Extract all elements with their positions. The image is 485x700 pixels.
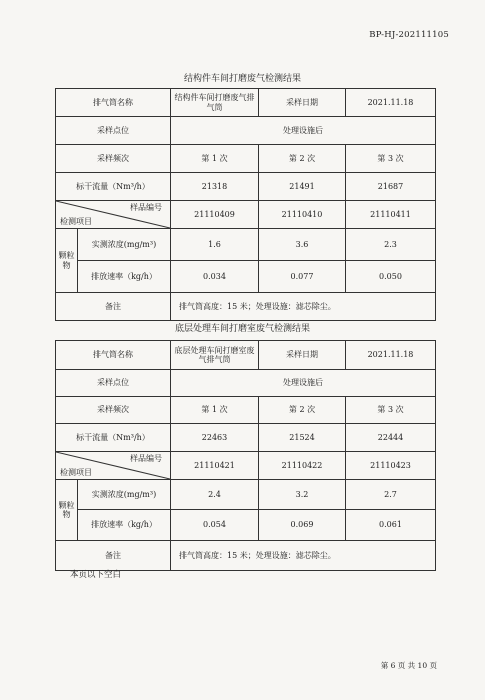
concentration-3: 2.7 — [346, 480, 436, 510]
frequency-2: 第 2 次 — [259, 145, 346, 173]
sample-id-3: 21110411 — [346, 201, 436, 229]
sampling-point-value: 处理设施后 — [171, 117, 436, 145]
item-label: 检测项目 — [60, 467, 92, 477]
sampling-date-label: 采样日期 — [259, 89, 346, 117]
remark-value: 排气筒高度：15 米；处理设施：滤芯除尘。 — [171, 541, 436, 571]
stack-name-value: 底层处理车间打磨室废气排气筒 — [171, 341, 259, 370]
concentration-label: 实测浓度(mg/m³) — [78, 480, 171, 510]
emission-rate-label: 排放速率（kg/h） — [78, 261, 171, 293]
document-number: BP-HJ-202111105 — [369, 30, 449, 40]
stack-name-label: 排气筒名称 — [56, 89, 171, 117]
sample-id-1: 21110409 — [171, 201, 259, 229]
concentration-2: 3.6 — [259, 229, 346, 261]
sampling-date-value: 2021.11.18 — [346, 341, 436, 370]
sampling-date-label: 采样日期 — [259, 341, 346, 370]
pollutant-label: 颗粒物 — [56, 229, 78, 293]
table-2-title: 底层处理车间打磨室废气检测结果 — [174, 324, 310, 334]
flow-1: 21318 — [171, 173, 259, 201]
stack-name-value: 结构件车间打磨废气排气筒 — [171, 89, 259, 117]
remark-label: 备注 — [56, 293, 171, 321]
flow-3: 21687 — [346, 173, 436, 201]
frequency-3: 第 3 次 — [346, 397, 436, 424]
flow-label: 标干流量（Nm³/h） — [56, 173, 171, 201]
frequency-3: 第 3 次 — [346, 145, 436, 173]
page-number: 第 6 页 共 10 页 — [380, 661, 437, 670]
sample-id-2: 21110422 — [259, 452, 346, 480]
emission-rate-3: 0.050 — [346, 261, 436, 293]
sample-id-3: 21110423 — [346, 452, 436, 480]
blank-below-note: 本页以下空白 — [70, 570, 122, 580]
sampling-point-label: 采样点位 — [56, 370, 171, 397]
emission-rate-label: 排放速率（kg/h） — [78, 510, 171, 541]
concentration-3: 2.3 — [346, 229, 436, 261]
sample-id-label: 样品编号 — [130, 203, 162, 212]
remark-label: 备注 — [56, 541, 171, 571]
flow-2: 21524 — [259, 424, 346, 452]
flow-2: 21491 — [259, 173, 346, 201]
pollutant-label: 颗粒物 — [56, 480, 78, 541]
frequency-label: 采样频次 — [56, 145, 171, 173]
concentration-1: 2.4 — [171, 480, 259, 510]
concentration-label: 实测浓度(mg/m³) — [78, 229, 171, 261]
stack-name-label: 排气筒名称 — [56, 341, 171, 370]
emission-rate-2: 0.077 — [259, 261, 346, 293]
frequency-1: 第 1 次 — [171, 397, 259, 424]
emission-rate-2: 0.069 — [259, 510, 346, 541]
sample-id-label: 样品编号 — [130, 454, 162, 463]
concentration-2: 3.2 — [259, 480, 346, 510]
remark-value: 排气筒高度：15 米；处理设施：滤芯除尘。 — [171, 293, 436, 321]
sampling-point-label: 采样点位 — [56, 117, 171, 145]
table-1-title: 结构件车间打磨废气检测结果 — [183, 74, 301, 84]
emission-rate-3: 0.061 — [346, 510, 436, 541]
sample-id-2: 21110410 — [259, 201, 346, 229]
flow-1: 22463 — [171, 424, 259, 452]
item-label: 检测项目 — [60, 216, 92, 226]
diagonal-header-cell — [56, 201, 171, 229]
sampling-point-value: 处理设施后 — [171, 370, 436, 397]
frequency-label: 采样频次 — [56, 397, 171, 424]
sampling-date-value: 2021.11.18 — [346, 89, 436, 117]
flow-label: 标干流量（Nm³/h） — [56, 424, 171, 452]
emission-rate-1: 0.034 — [171, 261, 259, 293]
diagonal-header-cell — [56, 452, 171, 480]
emission-rate-1: 0.054 — [171, 510, 259, 541]
flow-3: 22444 — [346, 424, 436, 452]
sample-id-1: 21110421 — [171, 452, 259, 480]
results-table-2 — [55, 340, 436, 571]
frequency-2: 第 2 次 — [259, 397, 346, 424]
frequency-1: 第 1 次 — [171, 145, 259, 173]
results-table-1 — [55, 88, 436, 321]
concentration-1: 1.6 — [171, 229, 259, 261]
